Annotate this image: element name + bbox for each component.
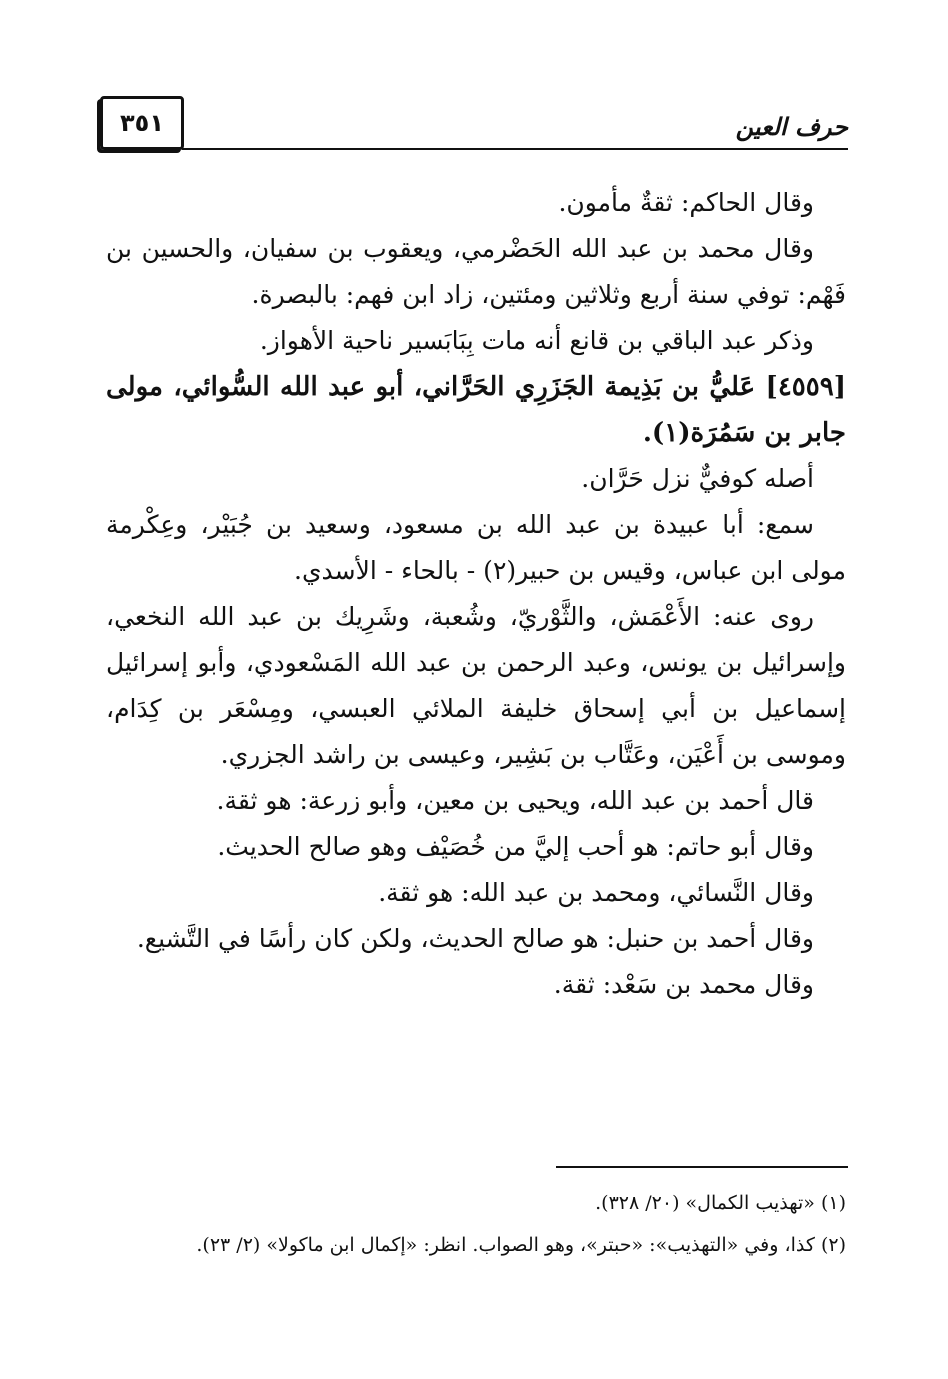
main-text [106, 180, 846, 1008]
page-header [100, 96, 848, 152]
footnote-rule [556, 1166, 848, 1168]
running-title: حرف العين [735, 112, 848, 141]
paragraph: أصله كوفيٌّ نزل حَرَّان. [581, 464, 814, 493]
paragraph: وقال النَّسائي، ومحمد بن عبد الله: هو ثقة. [378, 878, 814, 907]
paragraph: وقال أحمد بن حنبل: هو صالح الحديث، ولكن كان رأسًا في التَّشيع. [136, 924, 814, 953]
paragraph: قال أحمد بن عبد الله، ويحيى بن معين، وأبو زرعة: هو ثقة. [216, 786, 814, 815]
paragraph: وذكر عبد الباقي بن قانع أنه مات بِبَابَسير ناحية الأهواز. [259, 326, 814, 355]
paragraph: وقال محمد بن سَعْد: ثقة. [553, 970, 814, 999]
footnote: (٢) كذا، وفي «التهذيب»: «حبتر»، وهو الصواب. انظر: «إكمال ابن ماكولا» (٢/ ٢٣). [196, 1234, 846, 1256]
page-number: ٣٥١ [100, 96, 184, 150]
paragraph: وقال محمد بن عبد الله الحَضْرمي، ويعقوب بن سفيان، والحسين بن فَهْم: توفي سنة أربع وثلاثين ومئتين، زاد ابن فهم: بالبصرة. [106, 234, 846, 309]
paragraph: وقال الحاكم: ثقةٌ مأمون. [558, 188, 814, 217]
paragraph: روى عنه: الأَعْمَش، والثَّوْريّ، وشُعبة، وشَرِيك بن عبد الله النخعي، وإسرائيل بن يونس، وعبد الرحمن بن عبد الله المَسْعودي، وأبو إسرائيل إسماعيل بن أبي إسحاق خليفة الملائي العبسي، ومِسْعَر بن كِدَام، وموسى بن أَعْيَن، وعَتَّاب بن بَشِير، وعيسى بن راشد الجزري. [106, 602, 846, 769]
header-rule [182, 148, 848, 150]
footnotes [106, 1182, 846, 1266]
footnote: (١) «تهذيب الكمال» (٢٠/ ٣٢٨). [595, 1192, 846, 1214]
paragraph: وقال أبو حاتم: هو أحب إليَّ من خُصَيْف وهو صالح الحديث. [217, 832, 814, 861]
paragraph: سمع: أبا عبيدة بن عبد الله بن مسعود، وسعيد بن جُبَيْر، وعِكْرمة مولى ابن عباس، وقيس بن حبير(٢) - بالحاء - الأسدي. [106, 510, 846, 585]
entry-heading: [٤٥٥٩] عَليُّ بن بَذِيمة الجَزَرِي الحَرَّاني، أبو عبد الله السُّوائي، مولى جابر بن سَمُرَة(١). [106, 372, 846, 448]
